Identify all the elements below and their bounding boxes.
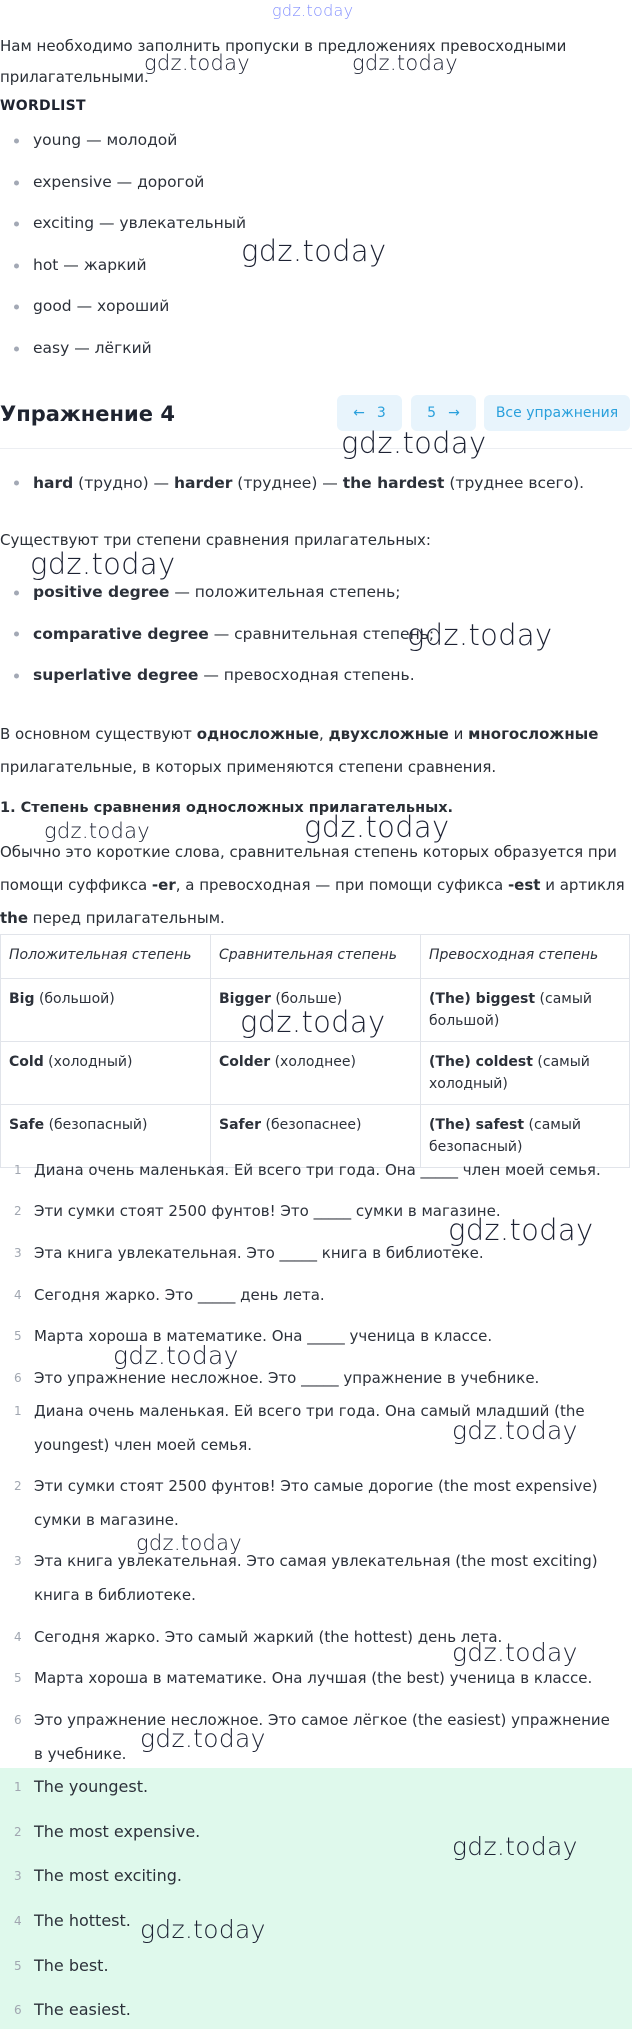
watermark: gdz.today bbox=[240, 1005, 386, 1039]
item-number: 3 bbox=[14, 1246, 22, 1260]
prev-exercise-label: 3 bbox=[376, 405, 386, 421]
table-row bbox=[1, 1042, 630, 1105]
text-bold: односложные bbox=[196, 725, 320, 743]
example-word: harder bbox=[173, 474, 233, 492]
watermark: gdz.today bbox=[136, 1531, 243, 1555]
item-text: Сегодня жарко. Это самый жаркий (the hottest) день лета. bbox=[34, 1628, 503, 1646]
watermark: gdz.today bbox=[140, 1724, 266, 1753]
cell-text: (холодный) bbox=[43, 1054, 133, 1070]
text: прилагательные, в которых применяются степени сравнения. bbox=[0, 758, 497, 776]
item-number: 3 bbox=[14, 1554, 22, 1568]
table-header-row bbox=[1, 935, 630, 979]
item-number: 1 bbox=[14, 1780, 22, 1794]
cell-text: (больше) bbox=[270, 991, 343, 1007]
degrees-intro: Существуют три степени сравнения прилагательных: bbox=[0, 531, 431, 549]
item-text: Сегодня жарко. Это _____ день лета. bbox=[34, 1286, 325, 1304]
degree-item bbox=[0, 655, 632, 697]
section-paragraph bbox=[0, 836, 628, 935]
item-number: 5 bbox=[14, 1671, 22, 1685]
cell-word: (The) coldest bbox=[429, 1054, 533, 1070]
item-text: Это упражнение несложное. Это самое лёгкое (the easiest) упражнение в учебнике. bbox=[34, 1711, 610, 1763]
watermark: gdz.today bbox=[407, 618, 553, 652]
text: , а превосходная — при помощи суфикса bbox=[175, 876, 508, 894]
answer-text: The most exciting. bbox=[34, 1866, 183, 1885]
example-text: (трудно) — bbox=[73, 474, 174, 492]
degree-desc: — превосходная степень. bbox=[198, 666, 415, 684]
wordlist-item: good — хороший bbox=[0, 286, 632, 328]
item-text: Марта хороша в математике. Она _____ ученица в классе. bbox=[34, 1327, 493, 1345]
watermark: gdz.today bbox=[144, 51, 251, 75]
table-cell bbox=[211, 1042, 421, 1105]
answer-text: The hottest. bbox=[34, 1911, 131, 1930]
text-bold: многосложные bbox=[468, 725, 599, 743]
text: и артикля bbox=[540, 876, 625, 894]
item-number: 4 bbox=[14, 1288, 22, 1302]
item-text: Марта хороша в математике. Она лучшая (the best) ученица в классе. bbox=[34, 1669, 593, 1687]
item-number: 2 bbox=[14, 1479, 22, 1493]
item-text: Эта книга увлекательная. Это _____ книга в библиотеке. bbox=[34, 1244, 484, 1262]
text-bold: the bbox=[0, 909, 29, 927]
text-bold: двухсложные bbox=[328, 725, 449, 743]
cell-text: (самый большой) bbox=[429, 991, 592, 1029]
next-exercise-label: 5 bbox=[427, 405, 437, 421]
table-cell bbox=[421, 1042, 630, 1105]
exercise-title: Упражнение 4 bbox=[0, 402, 175, 426]
text: , bbox=[319, 725, 329, 743]
degree-term: positive degree bbox=[33, 583, 170, 601]
item-number: 5 bbox=[14, 1959, 22, 1973]
degree-desc: — положительная степень; bbox=[169, 583, 401, 601]
watermark: gdz.today bbox=[341, 426, 487, 460]
item-text: Эти сумки стоят 2500 фунтов! Это _____ сумки в магазине. bbox=[34, 1202, 501, 1220]
answer-text: The youngest. bbox=[34, 1777, 149, 1796]
item-text: Диана очень маленькая. Ей всего три года. Она _____ член моей семья. bbox=[34, 1161, 601, 1179]
item-number: 4 bbox=[14, 1630, 22, 1644]
table-header: Сравнительная степень bbox=[211, 935, 421, 979]
text: Обычно это короткие слова, сравнительная степень которых образуется при помощи суффикса bbox=[0, 843, 617, 894]
degree-term: superlative degree bbox=[33, 666, 199, 684]
item-number: 2 bbox=[14, 1204, 22, 1218]
table-header: Превосходная степень bbox=[421, 935, 630, 979]
watermark: gdz.today bbox=[44, 819, 151, 843]
text: В основном существуют bbox=[0, 725, 197, 743]
cell-word: (The) biggest bbox=[429, 991, 536, 1007]
cell-word: Bigger bbox=[219, 991, 271, 1007]
wordlist-item: easy — лёгкий bbox=[0, 328, 632, 370]
text: перед прилагательным. bbox=[28, 909, 225, 927]
wordlist-item: young — молодой bbox=[0, 120, 632, 162]
cell-text: (безопасный) bbox=[44, 1117, 148, 1133]
example-list bbox=[0, 462, 632, 504]
item-number: 6 bbox=[14, 2003, 22, 2017]
item-text: Эта книга увлекательная. Это самая увлекательная (the most exciting) книга в библиотеке. bbox=[34, 1552, 598, 1604]
item-number: 4 bbox=[14, 1914, 22, 1928]
task-instruction: Нам необходимо заполнить пропуски в предложениях превосходными прилагательными. bbox=[0, 37, 567, 86]
item-text: Эти сумки стоят 2500 фунтов! Это самые дорогие (the most expensive) сумки в магазине. bbox=[34, 1477, 598, 1529]
arrow-right-icon: → bbox=[448, 405, 460, 421]
cell-word: Cold bbox=[9, 1054, 44, 1070]
all-exercises-button[interactable]: Все упражнения bbox=[484, 395, 630, 431]
table-cell bbox=[1, 979, 211, 1042]
watermark: gdz.today bbox=[140, 1915, 266, 1944]
watermark: gdz.today bbox=[448, 1213, 594, 1247]
example-text: (труднее всего). bbox=[444, 474, 585, 492]
watermark: gdz.today bbox=[113, 1341, 239, 1370]
table-cell bbox=[421, 979, 630, 1042]
cell-text: (безопаснее) bbox=[261, 1117, 362, 1133]
watermark-top: gdz.today bbox=[272, 1, 354, 20]
wordlist-item: hot — жаркий bbox=[0, 245, 632, 287]
table-header: Положительная степень bbox=[1, 935, 211, 979]
divider bbox=[0, 448, 632, 449]
example-word: hard bbox=[33, 474, 74, 492]
item-text: Диана очень маленькая. Ей всего три года. Она самый младший (the youngest) член моей семья. bbox=[34, 1402, 585, 1454]
watermark: gdz.today bbox=[452, 1638, 578, 1667]
cell-text: (большой) bbox=[34, 991, 115, 1007]
cell-word: Colder bbox=[219, 1054, 271, 1070]
cell-word: Safer bbox=[219, 1117, 262, 1133]
watermark: gdz.today bbox=[352, 51, 459, 75]
item-number: 5 bbox=[14, 1329, 22, 1343]
watermark: gdz.today bbox=[241, 234, 387, 268]
arrow-left-icon: ← bbox=[353, 405, 365, 421]
answer-text: The best. bbox=[34, 1956, 109, 1975]
answer-text: The most expensive. bbox=[34, 1822, 201, 1841]
section-title: 1. Степень сравнения односложных прилагательных. bbox=[0, 800, 454, 816]
text-bold: -est bbox=[507, 876, 541, 894]
answers-panel bbox=[0, 1768, 632, 2029]
example-text: (труднее) — bbox=[232, 474, 343, 492]
table-cell bbox=[1, 1042, 211, 1105]
item-number: 1 bbox=[14, 1404, 22, 1418]
answer-text: The easiest. bbox=[34, 2000, 131, 2019]
main-paragraph bbox=[0, 718, 628, 784]
watermark: gdz.today bbox=[304, 810, 450, 844]
cell-text: (холоднее) bbox=[270, 1054, 356, 1070]
example-item bbox=[0, 462, 632, 504]
cell-word: Big bbox=[9, 991, 35, 1007]
cell-word: Safe bbox=[9, 1117, 45, 1133]
item-number: 3 bbox=[14, 1869, 22, 1883]
text: и bbox=[448, 725, 469, 743]
item-number: 6 bbox=[14, 1713, 22, 1727]
watermark: gdz.today bbox=[452, 1832, 578, 1861]
watermark: gdz.today bbox=[452, 1416, 578, 1445]
item-number: 1 bbox=[14, 1163, 22, 1177]
item-text: Это упражнение несложное. Это _____ упражнение в учебнике. bbox=[34, 1369, 540, 1387]
degrees-table bbox=[0, 934, 630, 1168]
degree-desc: — сравнительная степень; bbox=[208, 624, 435, 643]
wordlist-item: exciting — увлекательный bbox=[0, 203, 632, 245]
wordlist-title: WORDLIST bbox=[0, 98, 86, 114]
example-word: the hardest bbox=[342, 474, 445, 492]
cell-word: (The) safest bbox=[429, 1117, 525, 1133]
cell-text: (самый безопасный) bbox=[429, 1117, 581, 1155]
wordlist-item: expensive — дорогой bbox=[0, 162, 632, 204]
watermark: gdz.today bbox=[30, 547, 176, 581]
item-number: 6 bbox=[14, 1371, 22, 1385]
item-number: 2 bbox=[14, 1825, 22, 1839]
cell-text: (самый холодный) bbox=[429, 1054, 590, 1092]
degree-term: comparative degree bbox=[33, 624, 209, 643]
text-bold: -er bbox=[151, 876, 176, 894]
